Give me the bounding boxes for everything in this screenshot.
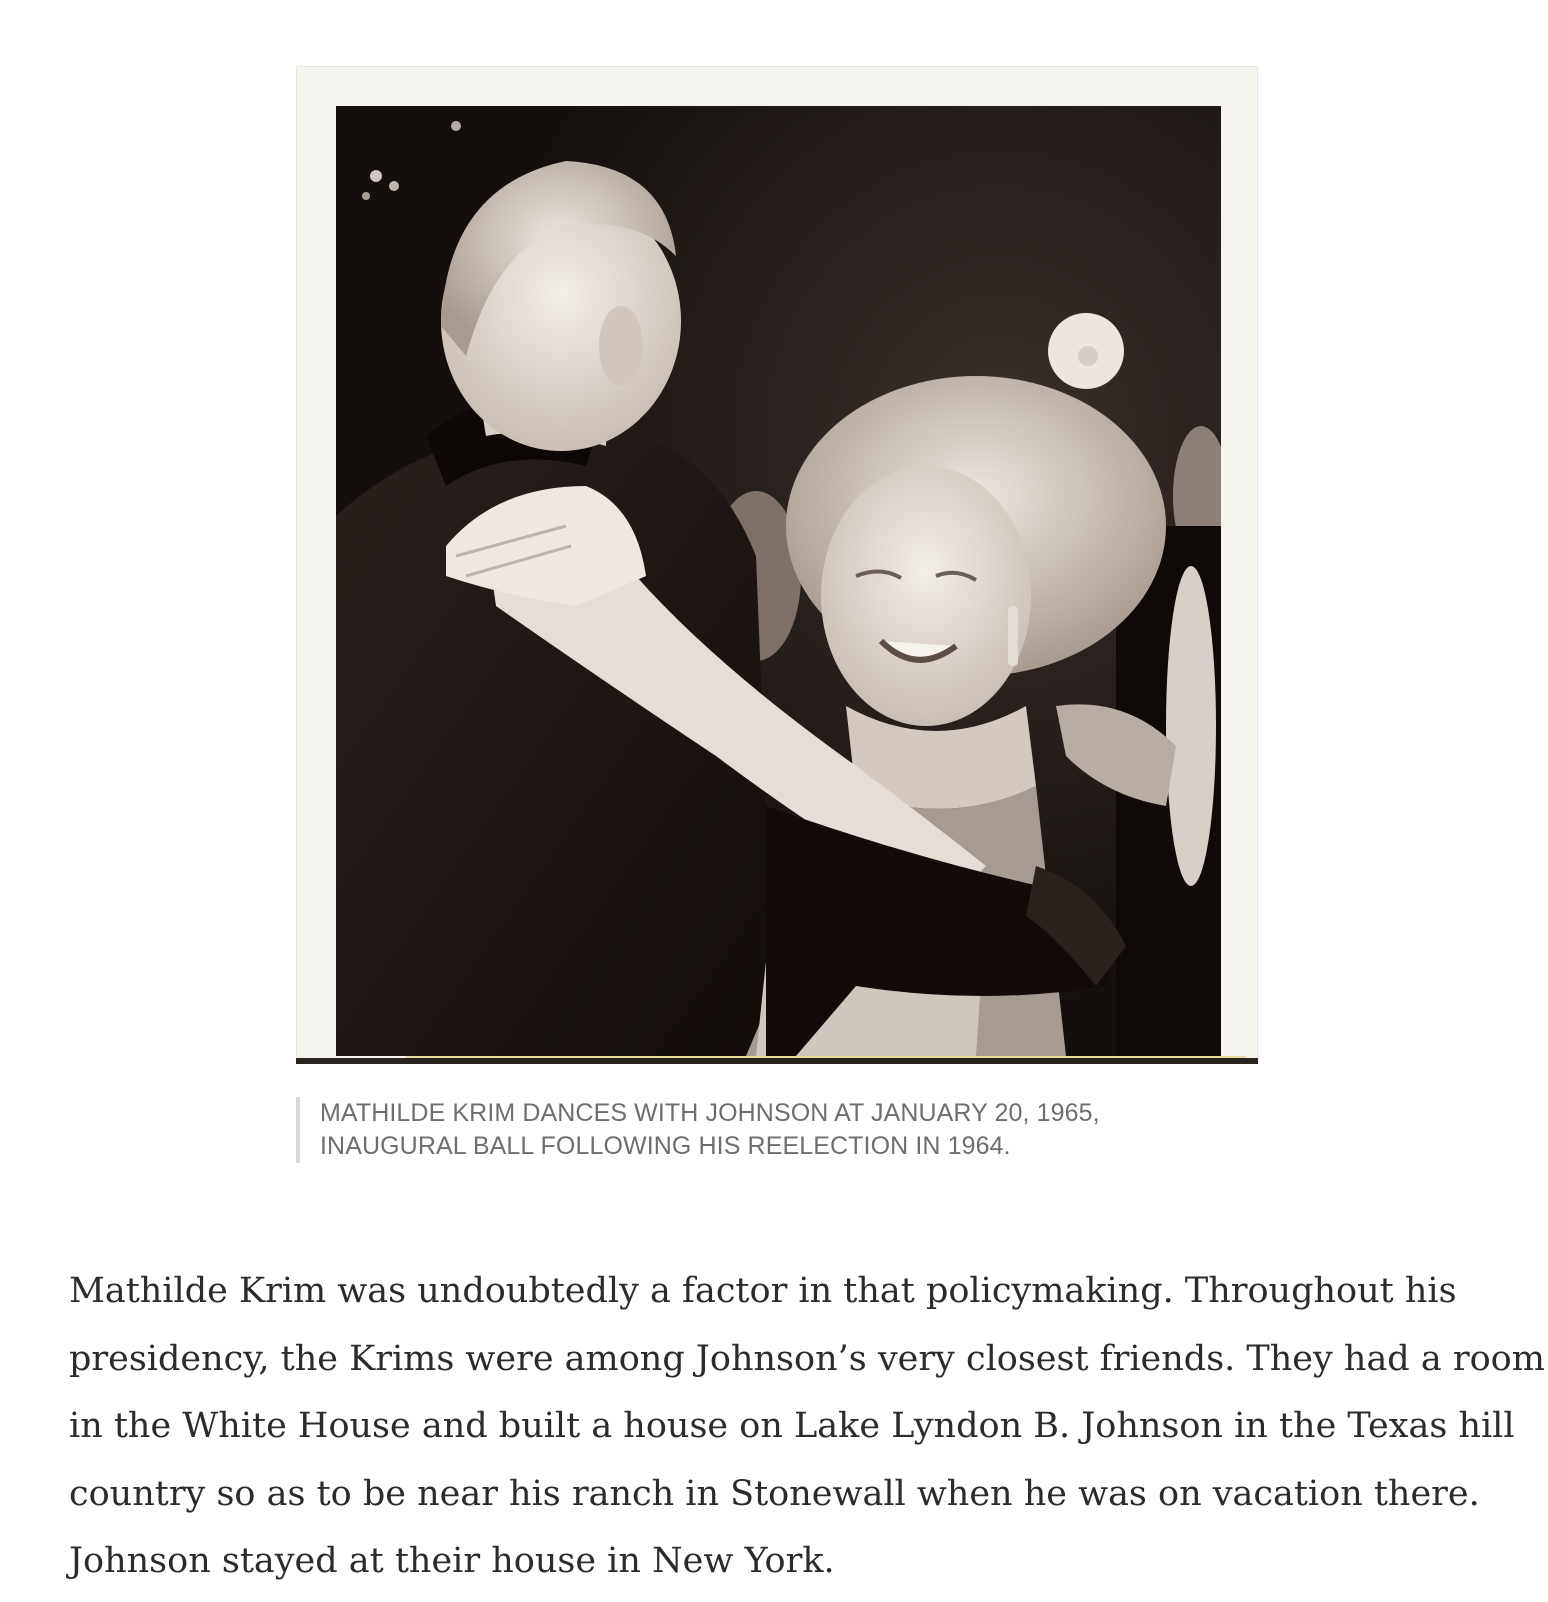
paragraph-line: Mathilde Krim was undoubtedly a factor in that policymaking. Throughout his [69,1271,1457,1311]
article-figure [296,66,1258,1064]
paragraph-line: Johnson stayed at their house in New York. [69,1541,835,1581]
paragraph-line: presidency, the Krims were among Johnson’s very closest friends. They had a room [69,1338,1545,1379]
figure-caption [296,1097,1236,1163]
article-paragraph [69,1258,1545,1596]
photo-bottom-edge [296,1058,1258,1064]
archival-photo-icon [336,106,1221,1056]
caption-line: INAUGURAL BALL FOLLOWING HIS REELECTION IN 1964. [320,1132,1011,1160]
caption-line: MATHILDE KRIM DANCES WITH JOHNSON AT JANUARY 20, 1965, [320,1099,1100,1127]
paragraph-line: in the White House and built a house on Lake Lyndon B. Johnson in the Texas hill [69,1406,1515,1446]
paragraph-line: country so as to be near his ranch in Stonewall when he was on vacation there. [69,1473,1480,1514]
